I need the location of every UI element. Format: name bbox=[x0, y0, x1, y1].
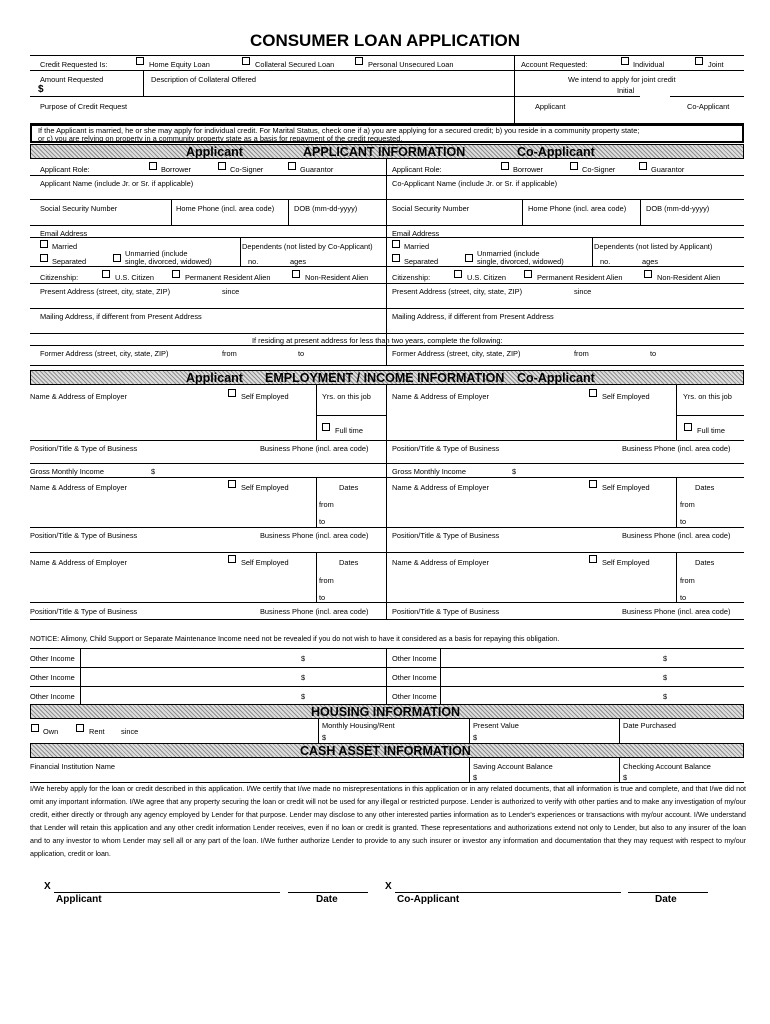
employer-2-label: Name & Address of Employer bbox=[30, 483, 127, 492]
unmarried-checkbox[interactable] bbox=[113, 254, 121, 262]
band-applicant-label: Applicant bbox=[186, 145, 243, 159]
permanent-resident-checkbox[interactable] bbox=[172, 270, 180, 278]
co-other-income-1-label: Other Income bbox=[392, 654, 437, 663]
divider bbox=[316, 415, 386, 416]
dependents-ages-label: ages bbox=[290, 257, 307, 266]
divider bbox=[676, 477, 677, 527]
divider bbox=[30, 619, 744, 620]
personal-unsecured-checkbox[interactable] bbox=[355, 57, 363, 65]
home-phone-label: Home Phone (incl. area code) bbox=[176, 204, 275, 213]
dates-3-from: from bbox=[319, 576, 334, 585]
co-self-employed-2-label: Self Employed bbox=[602, 483, 650, 492]
co-present-since-label: since bbox=[574, 287, 592, 296]
co-former-to-label: to bbox=[650, 349, 657, 358]
divider bbox=[30, 308, 744, 309]
position-1-label: Position/Title & Type of Business bbox=[30, 444, 138, 453]
dates-3-to: to bbox=[319, 593, 326, 602]
co-co-signer-label: Co-Signer bbox=[582, 165, 616, 174]
home-equity-checkbox[interactable] bbox=[136, 57, 144, 65]
form-title: CONSUMER LOAN APPLICATION bbox=[249, 31, 521, 50]
married-notice-text-2: or c) you are relying on property in a community property state as a basis for repayment of the credit requested. bbox=[38, 134, 403, 143]
co-married-label: Married bbox=[404, 242, 430, 251]
co-position-3-label: Position/Title & Type of Business bbox=[392, 607, 500, 616]
gross-income-label: Gross Monthly Income bbox=[30, 467, 104, 476]
divider bbox=[30, 345, 744, 346]
co-full-time-checkbox[interactable] bbox=[684, 423, 692, 431]
divider bbox=[240, 237, 241, 266]
applicant-signature-line[interactable] bbox=[54, 892, 280, 893]
non-resident-checkbox[interactable] bbox=[292, 270, 300, 278]
alimony-notice: NOTICE: Alimony, Child Support or Separate Maintenance Income need not be revealed if you do not wish to have it considered as a basis for repaying this obligation. bbox=[30, 634, 560, 643]
co-business-phone-1-label: Business Phone (incl. area code) bbox=[622, 444, 731, 453]
divider bbox=[640, 199, 641, 225]
financial-institution-label: Financial Institution Name bbox=[30, 762, 116, 771]
divider bbox=[386, 648, 387, 704]
joint-checkbox[interactable] bbox=[695, 57, 703, 65]
present-value-dollar: $ bbox=[473, 733, 478, 742]
individual-checkbox[interactable] bbox=[621, 57, 629, 65]
divider bbox=[30, 199, 744, 200]
position-2-label: Position/Title & Type of Business bbox=[30, 531, 138, 540]
applicant-date-line[interactable] bbox=[288, 892, 368, 893]
business-phone-1-label: Business Phone (incl. area code) bbox=[260, 444, 369, 453]
rent-label: Rent bbox=[89, 727, 105, 736]
dependents-no-label: no. bbox=[248, 257, 259, 266]
divider bbox=[318, 719, 319, 743]
credit-requested-label: Credit Requested Is: bbox=[40, 60, 108, 69]
co-self-employed-1-checkbox[interactable] bbox=[589, 389, 597, 397]
married-notice-text: If the Applicant is married, he or she may apply for individual credit. For Marital Status, check one if a) you are applying for a secured credit; b) you reside in a community property state; bbox=[38, 126, 640, 135]
band-section-title: APPLICANT INFORMATION bbox=[303, 145, 466, 159]
self-employed-3-label: Self Employed bbox=[241, 558, 289, 567]
co-borrower-checkbox[interactable] bbox=[501, 162, 509, 170]
applicant-information-header bbox=[30, 144, 744, 159]
co-business-phone-3-label: Business Phone (incl. area code) bbox=[622, 607, 731, 616]
divider bbox=[676, 385, 677, 440]
co-gross-income-dollar: $ bbox=[512, 467, 517, 476]
full-time-checkbox[interactable] bbox=[322, 423, 330, 431]
divider bbox=[30, 365, 744, 366]
divider bbox=[592, 237, 593, 266]
dependents-label: Dependents (not listed by Co-Applicant) bbox=[242, 242, 373, 251]
co-borrower-label: Borrower bbox=[513, 165, 543, 174]
joint-intent-label: We intend to apply for joint credit bbox=[568, 75, 676, 84]
other-income-1-label: Other Income bbox=[30, 654, 75, 663]
co-us-citizen-label: U.S. Citizen bbox=[467, 273, 507, 282]
rent-checkbox[interactable] bbox=[76, 724, 84, 732]
co-unmarried-label: Unmarried (include bbox=[477, 249, 540, 258]
own-checkbox[interactable] bbox=[31, 724, 39, 732]
co-position-2-label: Position/Title & Type of Business bbox=[392, 531, 500, 540]
divider bbox=[619, 719, 620, 743]
band-section-title: CASH ASSET INFORMATION bbox=[300, 744, 471, 758]
mailing-address-label: Mailing Address, if different from Present Address bbox=[40, 312, 202, 321]
co-full-time-label: Full time bbox=[697, 426, 725, 435]
co-business-phone-2-label: Business Phone (incl. area code) bbox=[622, 531, 731, 540]
divider bbox=[316, 552, 317, 602]
co-dob-label: DOB (mm-dd-yyyy) bbox=[646, 204, 710, 213]
citizenship-label: Citizenship: bbox=[40, 273, 79, 282]
dates-2-from: from bbox=[319, 500, 334, 509]
co-us-citizen-checkbox[interactable] bbox=[454, 270, 462, 278]
co-unmarried-checkbox[interactable] bbox=[465, 254, 473, 262]
divider bbox=[670, 96, 744, 97]
applicant-column-divider bbox=[386, 159, 387, 365]
co-ssn-label: Social Security Number bbox=[392, 204, 470, 213]
applicant-signature-label: Applicant bbox=[56, 894, 102, 905]
self-employed-2-label: Self Employed bbox=[241, 483, 289, 492]
divider bbox=[30, 283, 744, 284]
co-home-phone-label: Home Phone (incl. area code) bbox=[528, 204, 627, 213]
other-income-1-dollar: $ bbox=[301, 654, 306, 663]
employment-income-header bbox=[30, 370, 744, 385]
co-separated-label: Separated bbox=[404, 257, 439, 266]
applicant-date-label: Date bbox=[316, 894, 338, 905]
dob-label: DOB (mm-dd-yyyy) bbox=[294, 204, 358, 213]
co-married-checkbox[interactable] bbox=[392, 240, 400, 248]
present-value-label: Present Value bbox=[473, 721, 519, 730]
us-citizen-checkbox[interactable] bbox=[102, 270, 110, 278]
married-label: Married bbox=[52, 242, 78, 251]
divider bbox=[30, 527, 744, 528]
employer-3-label: Name & Address of Employer bbox=[30, 558, 127, 567]
co-separated-checkbox[interactable] bbox=[392, 254, 400, 262]
co-applicant-signature-line[interactable] bbox=[395, 892, 621, 893]
band-section-title: EMPLOYMENT / INCOME INFORMATION bbox=[265, 371, 505, 385]
divider bbox=[676, 552, 677, 602]
co-dependents-label: Dependents (not listed by Applicant) bbox=[594, 242, 713, 251]
co-applicant-date-line[interactable] bbox=[628, 892, 708, 893]
co-applicant-signature-x: X bbox=[385, 881, 392, 892]
unmarried-label-2: single, divorced, widowed) bbox=[125, 257, 212, 266]
borrower-label: Borrower bbox=[161, 165, 191, 174]
co-signer-label: Co-Signer bbox=[230, 165, 264, 174]
band-section-title: HOUSING INFORMATION bbox=[311, 705, 461, 719]
present-address-label: Present Address (street, city, state, ZIP) bbox=[40, 287, 171, 296]
co-non-resident-checkbox[interactable] bbox=[644, 270, 652, 278]
co-non-resident-label: Non-Resident Alien bbox=[657, 273, 721, 282]
divider bbox=[30, 552, 744, 553]
business-phone-3-label: Business Phone (incl. area code) bbox=[260, 607, 369, 616]
co-mailing-address-label: Mailing Address, if different from Present Address bbox=[392, 312, 554, 321]
co-other-income-3-dollar: $ bbox=[663, 692, 668, 701]
divider bbox=[30, 463, 744, 464]
saving-balance-label: Saving Account Balance bbox=[473, 762, 553, 771]
individual-label: Individual bbox=[633, 60, 665, 69]
divider bbox=[30, 667, 744, 668]
monthly-housing-label: Monthly Housing/Rent bbox=[322, 721, 395, 730]
initial-label: Initial bbox=[617, 86, 635, 95]
other-income-2-label: Other Income bbox=[30, 673, 75, 682]
employer-1-label: Name & Address of Employer bbox=[30, 392, 127, 401]
divider bbox=[469, 719, 470, 743]
co-present-address-label: Present Address (street, city, state, ZIP) bbox=[392, 287, 523, 296]
residing-note: If residing at present address for less than two years, complete the following: bbox=[252, 336, 503, 345]
co-position-1-label: Position/Title & Type of Business bbox=[392, 444, 500, 453]
present-since-label: since bbox=[222, 287, 240, 296]
amount-requested-label: Amount Requested bbox=[40, 75, 104, 84]
band-co-applicant-label: Co-Applicant bbox=[517, 371, 595, 385]
co-applicant-role-label: Applicant Role: bbox=[392, 165, 442, 174]
date-purchased-label: Date Purchased bbox=[623, 721, 676, 730]
collateral-secured-label: Collateral Secured Loan bbox=[255, 60, 335, 69]
married-checkbox[interactable] bbox=[40, 240, 48, 248]
divider bbox=[288, 199, 289, 225]
divider bbox=[80, 648, 81, 704]
divider bbox=[30, 70, 744, 71]
purpose-label: Purpose of Credit Request bbox=[40, 102, 128, 111]
band-applicant-label: Applicant bbox=[186, 371, 243, 385]
co-signer-checkbox[interactable] bbox=[218, 162, 226, 170]
divider bbox=[30, 225, 744, 226]
co-other-income-1-dollar: $ bbox=[663, 654, 668, 663]
co-dates-3-from: from bbox=[680, 576, 695, 585]
co-citizenship-label: Citizenship: bbox=[392, 273, 431, 282]
divider bbox=[30, 648, 744, 649]
co-unmarried-label-2: single, divorced, widowed) bbox=[477, 257, 564, 266]
co-other-income-2-label: Other Income bbox=[392, 673, 437, 682]
saving-balance-dollar: $ bbox=[473, 773, 478, 782]
permanent-resident-label: Permanent Resident Alien bbox=[185, 273, 271, 282]
divider bbox=[30, 266, 744, 267]
divider bbox=[30, 175, 744, 176]
checking-balance-dollar: $ bbox=[623, 773, 628, 782]
co-email-label: Email Address bbox=[392, 229, 440, 238]
joint-label: Joint bbox=[708, 60, 724, 69]
dates-2-to: to bbox=[319, 517, 326, 526]
guarantor-checkbox[interactable] bbox=[288, 162, 296, 170]
co-guarantor-label: Guarantor bbox=[651, 165, 685, 174]
divider bbox=[143, 70, 144, 96]
housing-since-label: since bbox=[121, 727, 139, 736]
collateral-secured-checkbox[interactable] bbox=[242, 57, 250, 65]
divider bbox=[514, 96, 640, 97]
applicant-name-label: Applicant Name (include Jr. or Sr. if applicable) bbox=[40, 179, 194, 188]
own-label: Own bbox=[43, 727, 59, 736]
personal-unsecured-label: Personal Unsecured Loan bbox=[368, 60, 454, 69]
applicant-initial-label: Applicant bbox=[535, 102, 566, 111]
divider bbox=[30, 333, 744, 334]
former-address-label: Former Address (street, city, state, ZIP) bbox=[40, 349, 169, 358]
co-gross-income-label: Gross Monthly Income bbox=[392, 467, 466, 476]
other-income-3-dollar: $ bbox=[301, 692, 306, 701]
divider bbox=[316, 385, 317, 440]
dates-3-label: Dates bbox=[339, 558, 359, 567]
divider bbox=[30, 477, 744, 478]
co-dependents-no-label: no. bbox=[600, 257, 611, 266]
self-employed-3-checkbox[interactable] bbox=[228, 555, 236, 563]
co-self-employed-3-checkbox[interactable] bbox=[589, 555, 597, 563]
divider bbox=[469, 758, 470, 782]
home-equity-label: Home Equity Loan bbox=[149, 60, 210, 69]
co-applicant-initial-label: Co-Applicant bbox=[687, 102, 730, 111]
former-to-label: to bbox=[298, 349, 305, 358]
co-employer-2-label: Name & Address of Employer bbox=[392, 483, 489, 492]
monthly-housing-dollar: $ bbox=[322, 733, 327, 742]
co-yrs-on-job-label: Yrs. on this job bbox=[683, 392, 732, 401]
divider bbox=[30, 55, 744, 56]
cash-asset-information-header bbox=[30, 743, 744, 758]
co-former-from-label: from bbox=[574, 349, 589, 358]
co-self-employed-3-label: Self Employed bbox=[602, 558, 650, 567]
co-self-employed-1-label: Self Employed bbox=[602, 392, 650, 401]
co-former-address-label: Former Address (street, city, state, ZIP) bbox=[392, 349, 521, 358]
co-co-signer-checkbox[interactable] bbox=[570, 162, 578, 170]
co-dates-2-to: to bbox=[680, 517, 687, 526]
co-other-income-2-dollar: $ bbox=[663, 673, 668, 682]
applicant-signature-x: X bbox=[44, 881, 51, 892]
co-dates-2-label: Dates bbox=[695, 483, 715, 492]
co-other-income-3-label: Other Income bbox=[392, 692, 437, 701]
checking-balance-label: Checking Account Balance bbox=[623, 762, 711, 771]
divider bbox=[676, 415, 744, 416]
co-applicant-date-label: Date bbox=[655, 894, 677, 905]
divider bbox=[30, 96, 514, 97]
co-employer-3-label: Name & Address of Employer bbox=[392, 558, 489, 567]
collateral-description-label: Description of Collateral Offered bbox=[151, 75, 257, 84]
employment-column-divider bbox=[386, 385, 387, 619]
divider bbox=[619, 758, 620, 782]
certification-text: I/We hereby apply for the loan or credit described in this application. I/We certify that I/we made no misrepresentations in this application or in any related documents, that all information is true and complete, and that I/we did not omit any important information. I/We agree that any property securing the loan or credit will not be used for any illegal or restricted purpose. Lender is authorized to verify with other parties and to make any investigation of my/our credit, either directly or through any agency employed by Lender for that purpose. Lender may disclose to any other interested parties information as to Lender's experiences or transactions with my/our account. I/We understand that Lender will retain this application and any other credit information Lender receives, even if no loan or credit is granted. These representations and authorizations extend not only to Lender, but also to any insurer of the loan and to any investor to whom Lender may sell all or any part of the loan. I/We further authorize Lender to provide to any such insurer or investor any information and documentation that they may request with respect to my/our application, credit or loan. bbox=[30, 785, 746, 859]
email-label: Email Address bbox=[40, 229, 88, 238]
self-employed-1-checkbox[interactable] bbox=[228, 389, 236, 397]
co-self-employed-2-checkbox[interactable] bbox=[589, 480, 597, 488]
co-dependents-ages-label: ages bbox=[642, 257, 659, 266]
position-3-label: Position/Title & Type of Business bbox=[30, 607, 138, 616]
gross-income-dollar: $ bbox=[151, 467, 156, 476]
separated-label: Separated bbox=[52, 257, 87, 266]
co-permanent-resident-label: Permanent Resident Alien bbox=[537, 273, 623, 282]
divider bbox=[440, 648, 441, 704]
divider bbox=[30, 602, 744, 603]
other-income-3-label: Other Income bbox=[30, 692, 75, 701]
separated-checkbox[interactable] bbox=[40, 254, 48, 262]
self-employed-1-label: Self Employed bbox=[241, 392, 289, 401]
former-from-label: from bbox=[222, 349, 237, 358]
borrower-checkbox[interactable] bbox=[149, 162, 157, 170]
guarantor-label: Guarantor bbox=[300, 165, 334, 174]
us-citizen-label: U.S. Citizen bbox=[115, 273, 155, 282]
co-employer-1-label: Name & Address of Employer bbox=[392, 392, 489, 401]
divider bbox=[30, 686, 744, 687]
divider bbox=[30, 237, 744, 238]
account-requested-label: Account Requested: bbox=[521, 60, 588, 69]
co-dates-3-label: Dates bbox=[695, 558, 715, 567]
divider bbox=[316, 477, 317, 527]
co-permanent-resident-checkbox[interactable] bbox=[524, 270, 532, 278]
unmarried-label: Unmarried (include bbox=[125, 249, 188, 258]
divider bbox=[171, 199, 172, 225]
amount-dollar-sign: $ bbox=[38, 84, 44, 95]
applicant-role-label: Applicant Role: bbox=[40, 165, 90, 174]
self-employed-2-checkbox[interactable] bbox=[228, 480, 236, 488]
business-phone-2-label: Business Phone (incl. area code) bbox=[260, 531, 369, 540]
other-income-2-dollar: $ bbox=[301, 673, 306, 682]
co-dates-2-from: from bbox=[680, 500, 695, 509]
co-applicant-name-label: Co-Applicant Name (include Jr. or Sr. if applicable) bbox=[392, 179, 558, 188]
ssn-label: Social Security Number bbox=[40, 204, 118, 213]
co-guarantor-checkbox[interactable] bbox=[639, 162, 647, 170]
dates-2-label: Dates bbox=[339, 483, 359, 492]
co-dates-3-to: to bbox=[680, 593, 687, 602]
non-resident-label: Non-Resident Alien bbox=[305, 273, 369, 282]
divider bbox=[522, 199, 523, 225]
band-co-applicant-label: Co-Applicant bbox=[517, 145, 595, 159]
divider bbox=[514, 55, 515, 123]
yrs-on-job-label: Yrs. on this job bbox=[322, 392, 371, 401]
co-applicant-signature-label: Co-Applicant bbox=[397, 894, 460, 905]
housing-information-header bbox=[30, 704, 744, 719]
divider bbox=[30, 440, 744, 441]
full-time-label: Full time bbox=[335, 426, 363, 435]
